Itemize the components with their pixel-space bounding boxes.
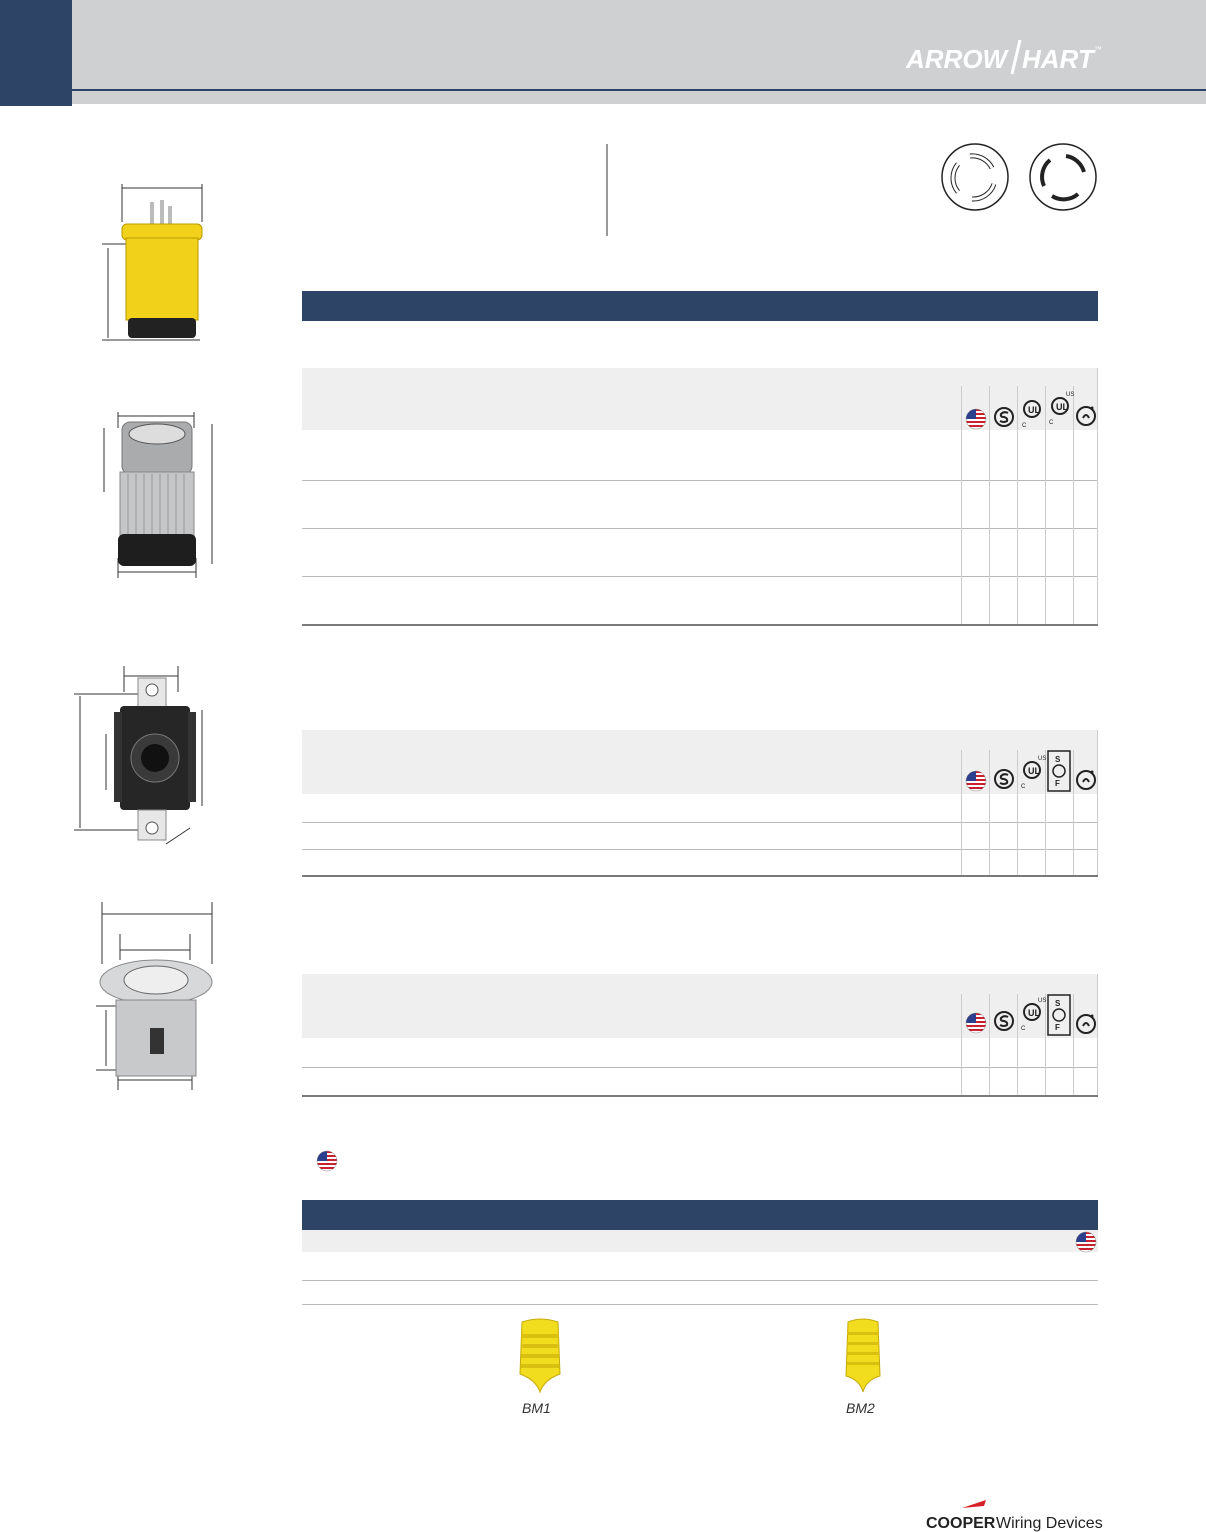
bm1-boot-image	[514, 1318, 566, 1394]
table-3-col-line	[989, 994, 990, 1095]
usa-flag-icon	[965, 1012, 987, 1034]
table-1-col-line	[1045, 386, 1046, 624]
svg-text:F: F	[1055, 1023, 1060, 1032]
table-1-col-line	[1017, 386, 1018, 624]
cul-icon	[1020, 396, 1042, 430]
table-1-col-line	[1097, 368, 1098, 624]
table-1-row-line	[302, 480, 1098, 481]
table-3-col-line	[961, 994, 962, 1095]
table-2-row-line	[302, 849, 1098, 850]
table-2-col-line	[1097, 730, 1098, 875]
svg-text:US: US	[1038, 998, 1047, 1004]
table-1-row-line	[302, 576, 1098, 577]
table-2-col-line	[961, 750, 962, 875]
intro-divider	[606, 144, 608, 236]
logo-arrow: ARROW	[906, 44, 1008, 74]
accessory-row-line	[302, 1304, 1098, 1305]
flanged-inlet-image	[92, 898, 224, 1094]
svg-text:US: US	[1038, 756, 1047, 762]
ce-icon	[1075, 1012, 1097, 1034]
svg-text:S: S	[1055, 999, 1061, 1008]
section-header-bar-1	[302, 291, 1098, 321]
logo-tm: ™	[1094, 45, 1102, 54]
ce-icon	[1075, 404, 1097, 426]
usa-flag-legend-icon	[316, 1150, 338, 1172]
table-3-row-line	[302, 1067, 1098, 1068]
svg-text:F: F	[1055, 779, 1060, 788]
svg-text:UL: UL	[1028, 766, 1040, 776]
table-1-bottom-line	[302, 624, 1098, 626]
s-mark-icon	[993, 1010, 1015, 1032]
culus-icon	[1020, 752, 1047, 794]
table-2-col-line	[989, 750, 990, 875]
usa-flag-icon	[965, 408, 987, 430]
footer-brand: COOPER	[926, 1515, 996, 1532]
table-2-row-line	[302, 822, 1098, 823]
table-3-col-line	[1073, 994, 1074, 1095]
footer-tagline: Wiring Devices	[996, 1515, 1103, 1532]
culus-icon	[1020, 994, 1047, 1036]
yellow-plug-image	[100, 182, 210, 344]
svg-text:C: C	[1049, 420, 1054, 426]
svg-text:UL: UL	[1056, 402, 1068, 412]
table-3-bottom-line	[302, 1095, 1098, 1097]
logo-hart: HART	[1022, 44, 1094, 74]
culus-icon	[1048, 388, 1075, 430]
table-3-col-line	[1097, 974, 1098, 1095]
table-2-col-line	[1045, 750, 1046, 875]
header-tab	[0, 0, 72, 106]
cooper-wiring-devices-logo	[926, 1500, 1106, 1530]
svg-text:US: US	[1066, 392, 1075, 398]
ce-icon	[1075, 768, 1097, 790]
plug-face-icon	[1028, 142, 1098, 212]
s-mark-icon	[993, 406, 1015, 428]
fus-icon	[1047, 750, 1071, 792]
usa-flag-icon	[1075, 1231, 1097, 1253]
table-2-bottom-line	[302, 875, 1098, 877]
s-mark-icon	[993, 768, 1015, 790]
svg-text:S: S	[1055, 755, 1061, 764]
accessory-table-header	[302, 1230, 1098, 1252]
usa-flag-icon	[965, 770, 987, 792]
black-receptacle-image	[72, 662, 220, 858]
fus-icon	[1047, 994, 1071, 1036]
accessory-row-line	[302, 1280, 1098, 1281]
svg-text:C: C	[1022, 423, 1027, 429]
table-3-col-line	[1045, 994, 1046, 1095]
table-3-col-line	[1017, 994, 1018, 1095]
table-1-row-line	[302, 528, 1098, 529]
arrow-hart-logo	[906, 36, 1106, 76]
svg-text:C: C	[1021, 1026, 1026, 1032]
table-1-col-line	[1073, 386, 1074, 624]
bm1-caption: BM1	[522, 1400, 551, 1416]
table-1-col-line	[989, 386, 990, 624]
receptacle-face-icon	[940, 142, 1010, 212]
svg-text:C: C	[1021, 784, 1026, 790]
header-rule	[72, 89, 1206, 91]
table-2-col-line	[1017, 750, 1018, 875]
bm2-boot-image	[840, 1318, 886, 1394]
section-header-bar-2	[302, 1200, 1098, 1230]
svg-text:UL: UL	[1028, 1008, 1040, 1018]
table-2-col-line	[1073, 750, 1074, 875]
table-1-col-line	[961, 386, 962, 624]
bm2-caption: BM2	[846, 1400, 875, 1416]
svg-text:UL: UL	[1028, 405, 1040, 415]
gray-connector-image	[92, 408, 224, 580]
